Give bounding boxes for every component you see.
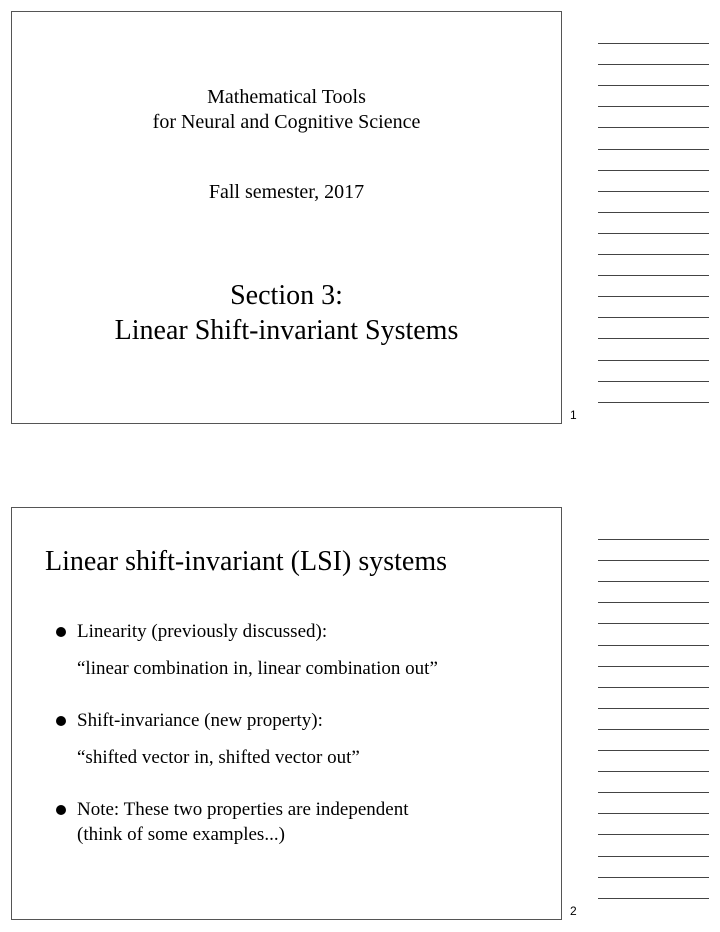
note-line bbox=[598, 813, 709, 814]
note-line bbox=[598, 338, 709, 339]
note-line bbox=[598, 834, 709, 835]
note-line bbox=[598, 623, 709, 624]
bullet-dot-icon bbox=[56, 716, 66, 726]
note-line bbox=[598, 127, 709, 128]
note-line bbox=[598, 106, 709, 107]
note-line bbox=[598, 170, 709, 171]
note-line bbox=[598, 233, 709, 234]
note-line bbox=[598, 254, 709, 255]
note-line bbox=[598, 402, 709, 403]
note-line bbox=[598, 750, 709, 751]
section-title-line-2: Linear Shift-invariant Systems bbox=[114, 315, 459, 346]
note-line bbox=[598, 687, 709, 688]
note-line bbox=[598, 602, 709, 603]
note-line bbox=[598, 560, 709, 561]
section-title bbox=[12, 278, 561, 348]
note-line bbox=[598, 85, 709, 86]
slide-2 bbox=[11, 507, 562, 920]
note-line bbox=[598, 539, 709, 540]
bullet-text: Note: These two properties are independent bbox=[77, 799, 409, 820]
note-line bbox=[598, 645, 709, 646]
slide-number-2: 2 bbox=[570, 904, 577, 918]
note-line bbox=[598, 792, 709, 793]
note-line bbox=[598, 856, 709, 857]
note-line bbox=[598, 877, 709, 878]
course-title-line-1: Mathematical Tools bbox=[207, 86, 366, 108]
bullet-subtext: “shifted vector in, shifted vector out” bbox=[77, 747, 360, 768]
note-line bbox=[598, 212, 709, 213]
slide-title: Linear shift-invariant (LSI) systems bbox=[45, 546, 448, 577]
note-line bbox=[598, 43, 709, 44]
note-line bbox=[598, 729, 709, 730]
section-title-line-1: Section 3: bbox=[230, 280, 343, 311]
bullet-dot-icon bbox=[56, 805, 66, 815]
slide-1 bbox=[11, 11, 562, 424]
note-line bbox=[598, 581, 709, 582]
bullet-dot-icon bbox=[56, 627, 66, 637]
note-line bbox=[598, 381, 709, 382]
note-line bbox=[598, 771, 709, 772]
note-line bbox=[598, 708, 709, 709]
note-line bbox=[598, 64, 709, 65]
note-line bbox=[598, 317, 709, 318]
bullet-subtext: (think of some examples...) bbox=[77, 824, 285, 845]
note-line bbox=[598, 898, 709, 899]
course-title-line-2: for Neural and Cognitive Science bbox=[152, 111, 421, 133]
semester-text: Fall semester, 2017 bbox=[208, 181, 365, 203]
note-line bbox=[598, 191, 709, 192]
note-line bbox=[598, 296, 709, 297]
note-line bbox=[598, 666, 709, 667]
bullet-text: Shift-invariance (new property): bbox=[77, 710, 323, 731]
course-title bbox=[12, 85, 561, 135]
bullet-text: Linearity (previously discussed): bbox=[77, 621, 328, 642]
note-line bbox=[598, 360, 709, 361]
slide-number-1: 1 bbox=[570, 408, 577, 422]
note-line bbox=[598, 275, 709, 276]
bullet-subtext: “linear combination in, linear combination out” bbox=[77, 658, 438, 679]
note-line bbox=[598, 149, 709, 150]
